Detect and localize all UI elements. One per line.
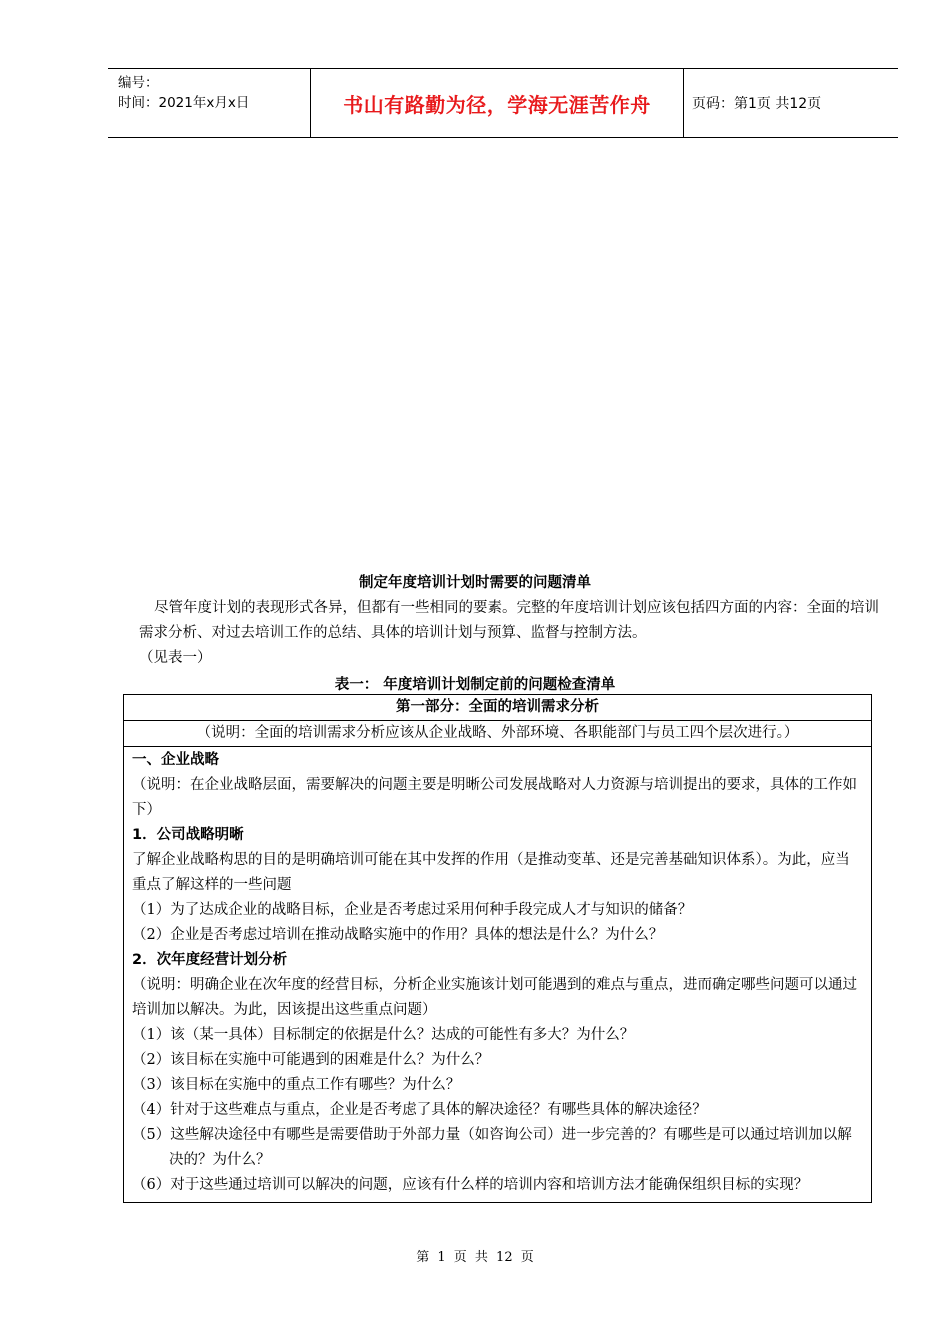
question-item: （1）该（某一具体）目标制定的依据是什么？达成的可能性有多大？为什么？: [132, 1027, 635, 1043]
page-footer: 第 1 页 共 12 页: [416, 1250, 534, 1265]
motto-cell: [310, 69, 684, 137]
page-number-label: 页码：第1页 共12页: [692, 96, 822, 112]
table-content-cell: [124, 747, 871, 1202]
intro-paragraph: 尽管年度计划的表现形式各异，但都有一些相同的要素。完整的年度培训计划应该包括四方面的内容：全面的培训需求分析、对过去培训工作的总结、具体的培训计划与预算、监督与控制方法。: [139, 600, 879, 641]
see-table-note: （见表一）: [139, 650, 212, 666]
table-caption: 表一： 年度培训计划制定前的问题检查清单: [334, 677, 616, 693]
serial-number-label: 编号：: [118, 75, 159, 91]
document-title: 制定年度培训计划时需要的问题清单: [359, 575, 591, 591]
header-motto: 书山有路勤为径，学海无涯苦作舟: [343, 92, 651, 117]
subsection-title: 1．公司战略明晰: [132, 827, 244, 843]
intro-text: [139, 596, 879, 671]
part-note: （说明：全面的培训需求分析应该从企业战略、外部环境、各职能部门与员工四个层次进行。）: [124, 721, 871, 747]
date-label: 时间：2021年x月x日: [118, 95, 250, 111]
question-item: （2）企业是否考虑过培训在推动战略实施中的作用？具体的想法是什么？为什么？: [132, 927, 664, 943]
question-item: （1）为了达成企业的战略目标，企业是否考虑过采用何种手段完成人才与知识的储备？: [132, 902, 693, 918]
page-header: [108, 68, 898, 138]
subsection-description: 了解企业战略构思的目的是明确培训可能在其中发挥的作用（是推动变革、还是完善基础知识体系）。为此，应当重点了解这样的一些问题: [132, 852, 850, 893]
subsection-description: （说明：明确企业在次年度的经营目标，分析企业实施该计划可能遇到的难点与重点，进而确定哪些问题可以通过培训加以解决。为此，因该提出这些重点问题）: [132, 977, 857, 1018]
part-title: 第一部分：全面的培训需求分析: [124, 695, 871, 721]
question-item: （5）这些解决途径中有哪些是需要借助于外部力量（如咨询公司）进一步完善的？有哪些是可以通过培训加以解决的？为什么？: [132, 1127, 852, 1168]
question-item: （3）该目标在实施中的重点工作有哪些？为什么？: [132, 1077, 461, 1093]
header-meta: [118, 73, 313, 113]
section-title: 一、企业战略: [132, 752, 219, 768]
subsection-title: 2．次年度经营计划分析: [132, 952, 288, 968]
question-item: （6）对于这些通过培训可以解决的问题，应该有什么样的培训内容和培训方法才能确保组织目标的实现？: [132, 1177, 809, 1193]
question-item: （4）针对于这些难点与重点，企业是否考虑了具体的解决途径？有哪些具体的解决途径？: [132, 1102, 707, 1118]
checklist-table: [123, 694, 872, 1203]
question-item: （2）该目标在实施中可能遇到的困难是什么？为什么？: [132, 1052, 490, 1068]
section-note: （说明：在企业战略层面，需要解决的问题主要是明晰公司发展战略对人力资源与培训提出的要求，具体的工作如下）: [132, 777, 857, 818]
